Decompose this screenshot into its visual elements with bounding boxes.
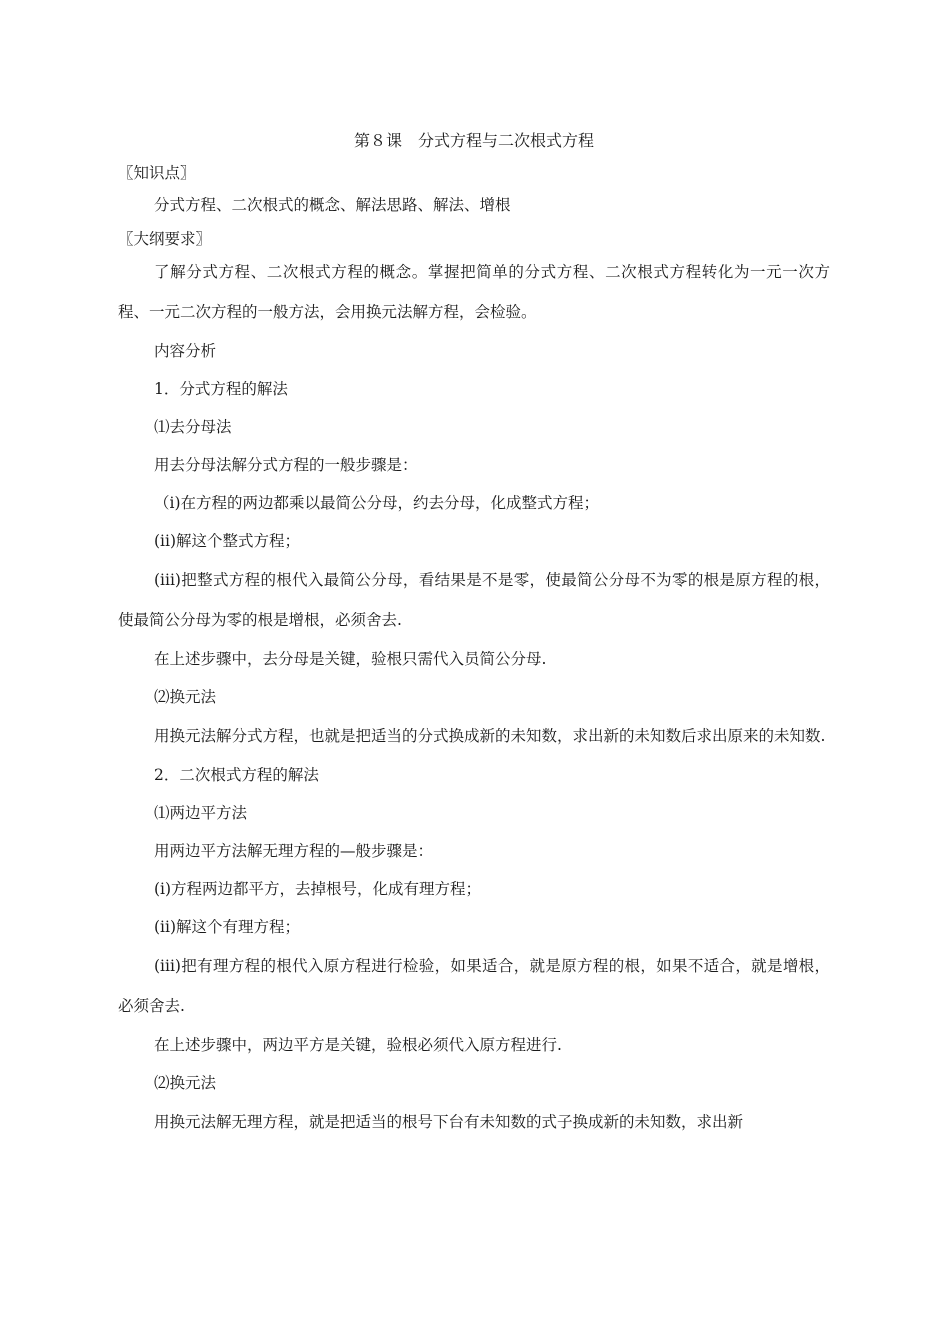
section2-method2-text: 用换元法解无理方程，就是把适当的根号下台有未知数的式子换成新的未知数，求出新 — [154, 1113, 744, 1131]
section1-method2-text: 用换元法解分式方程，也就是把适当的分式换成新的未知数，求出新的未知数后求出原来的未知数. — [154, 727, 826, 745]
content-heading: 内容分析 — [154, 342, 217, 360]
section1-method2-title: ⑵换元法 — [154, 688, 217, 706]
section1-method1-intro: 用去分母法解分式方程的一般步骤是： — [154, 456, 418, 474]
section2-method1-intro: 用两边平方法解无理方程的—般步骤是： — [154, 842, 434, 860]
section2-method1-title: ⑴两边平方法 — [154, 804, 248, 822]
section1-method1-title: ⑴去分母法 — [154, 418, 232, 436]
knowledge-heading: 〖知识点〗 — [118, 164, 196, 182]
section2-method1-step3: (iii)把有理方程的根代入原方程进行检验，如果适合，就是原方程的根，如果不适合，就是增根，必须舍去. — [118, 957, 830, 1015]
section2-method1-step2: (ii)解这个有理方程； — [154, 918, 301, 936]
outline-heading: 〖大纲要求〗 — [118, 230, 212, 248]
outline-text: 了解分式方程、二次根式方程的概念。掌握把简单的分式方程、二次根式方程转化为一元一次方程、一元二次方程的一般方法，会用换元法解方程，会检验。 — [118, 263, 830, 321]
knowledge-text: 分式方程、二次根式的概念、解法思路、解法、增根 — [154, 196, 511, 214]
section2-method1-note: 在上述步骤中，两边平方是关键，验根必须代入原方程进行. — [154, 1036, 562, 1054]
section2-title: 2．二次根式方程的解法 — [154, 766, 319, 784]
section1-method1-note: 在上述步骤中，去分母是关键，验根只需代入员简公分母. — [154, 650, 547, 668]
section2-method1-step1: (i)方程两边都平方，去掉根号，化成有理方程； — [154, 880, 482, 898]
section1-title: 1．分式方程的解法 — [154, 380, 288, 398]
page-title: 第８课 分式方程与二次根式方程 — [353, 131, 594, 150]
document-page — [118, 128, 830, 1142]
section2-method2-title: ⑵换元法 — [154, 1074, 217, 1092]
section1-method1-step3: (iii)把整式方程的根代入最简公分母，看结果是不是零，使最简公分母不为零的根是原方程的根，使最简公分母为零的根是增根，必须舍去. — [118, 571, 830, 629]
section1-method1-step1: （i)在方程的两边都乘以最简公分母，约去分母，化成整式方程； — [154, 494, 600, 512]
section1-method1-step2: (ii)解这个整式方程； — [154, 532, 301, 550]
